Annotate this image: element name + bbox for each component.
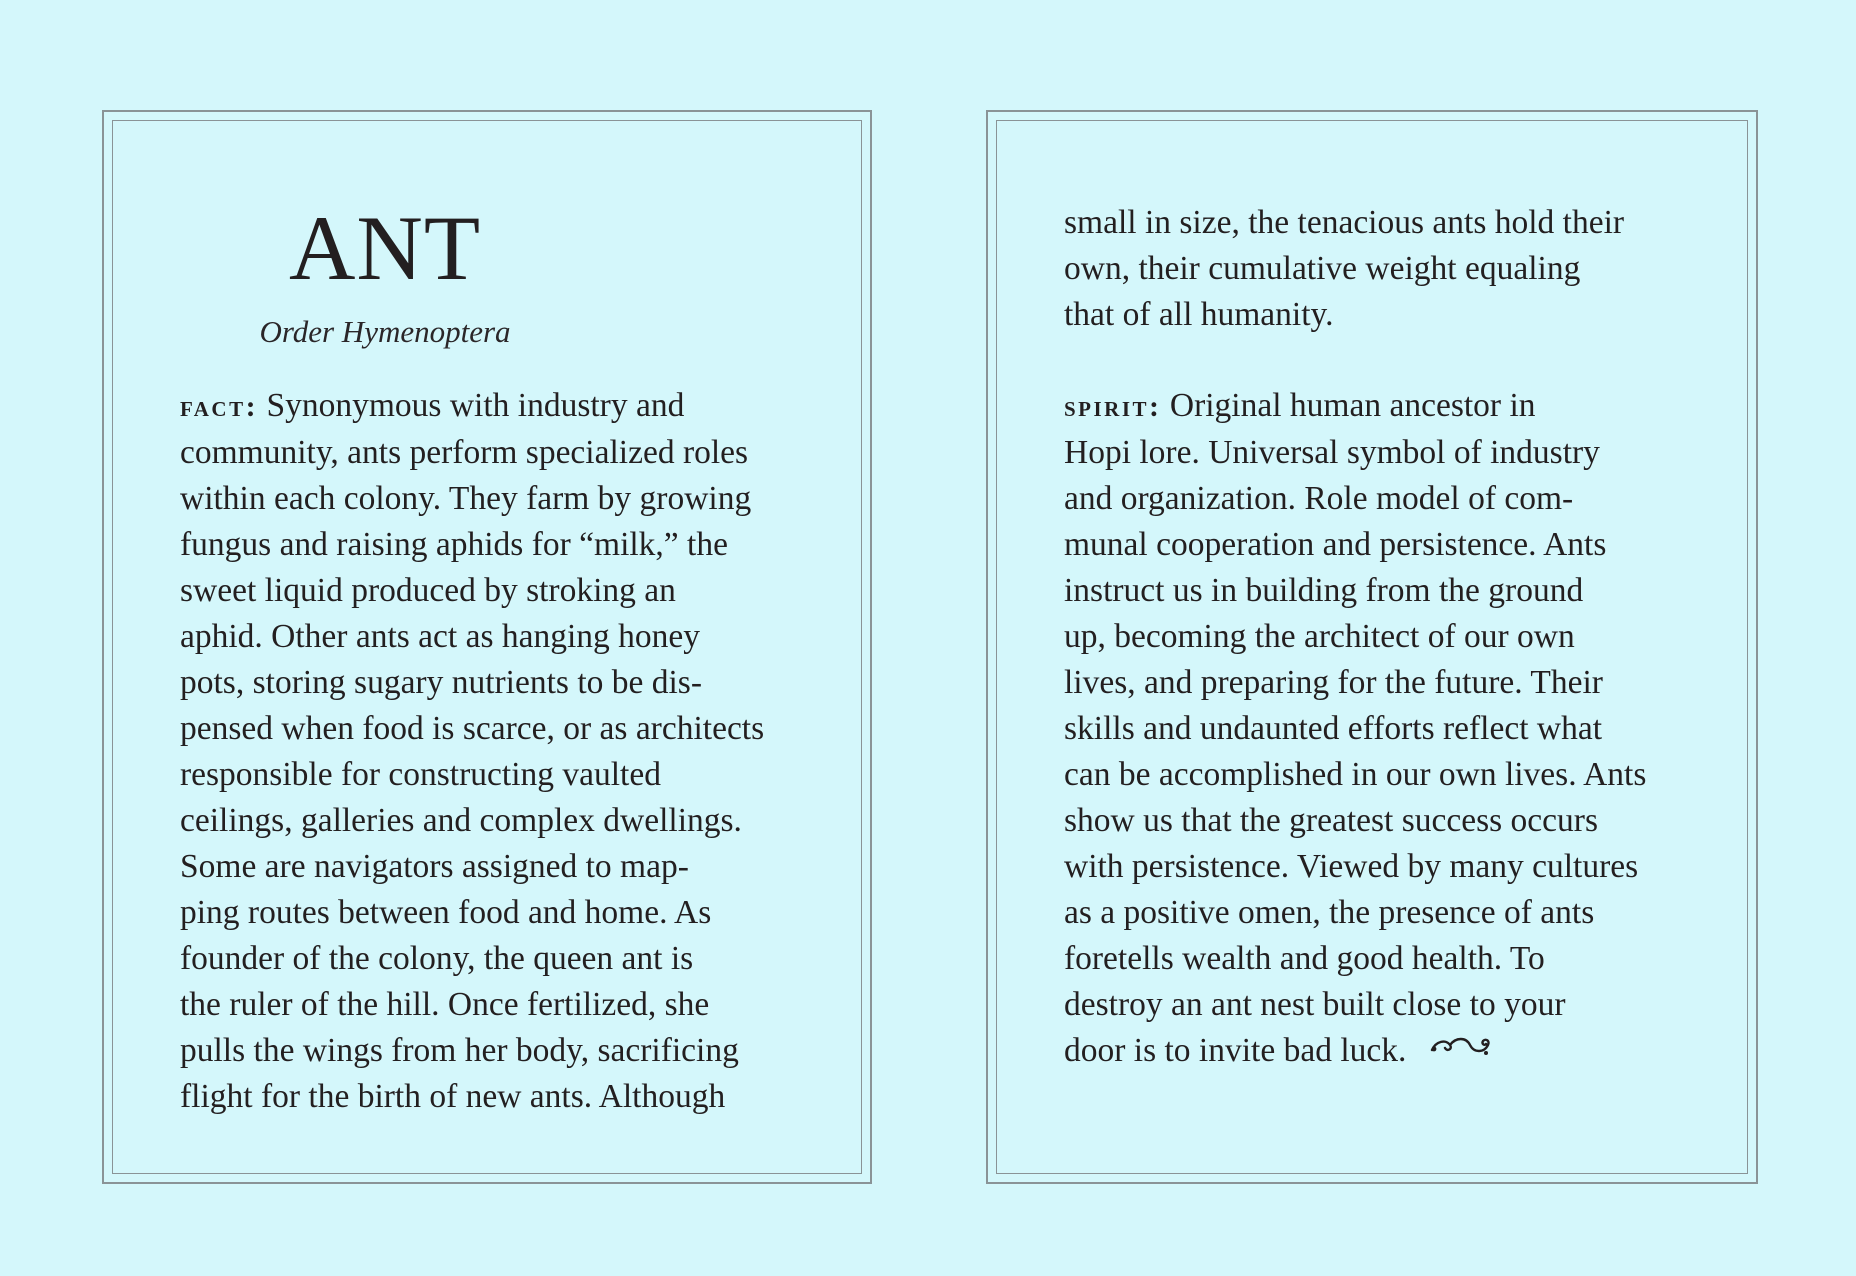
spirit-line: munal cooperation and persistence. Ants [1064,526,1607,563]
spirit-line: foretells wealth and good health. To [1064,940,1545,977]
continued-line: that of all humanity. [1064,296,1334,333]
continued-line: own, their cumulative weight equaling [1064,250,1581,287]
spirit-label: spirit: [1064,390,1162,423]
fact-line: fact: Synonymous with industry and [180,387,685,424]
fact-line: Some are navigators assigned to map- [180,848,689,885]
fact-line: pulls the wings from her body, sacrificing [180,1032,739,1069]
page-title: ANT [288,197,482,299]
page-subtitle: Order Hymenoptera [259,314,511,349]
fact-line: flight for the birth of new ants. Although [180,1078,726,1115]
spirit-line: instruct us in building from the ground [1064,572,1584,609]
spirit-line: with persistence. Viewed by many cultures [1064,848,1639,885]
continued-paragraph [1064,200,1624,338]
spirit-line: door is to invite bad luck. [1064,1028,1646,1076]
fact-line: founder of the colony, the queen ant is [180,940,694,977]
spirit-line: lives, and preparing for the future. Their [1064,664,1603,701]
fact-line: community, ants perform specialized roles [180,434,749,471]
spirit-line: show us that the greatest success occurs [1064,802,1598,839]
fact-line: pensed when food is scarce, or as architects [180,710,765,747]
spirit-line: destroy an ant nest built close to your [1064,986,1566,1023]
fact-line: aphid. Other ants act as hanging honey [180,618,701,655]
fact-label: fact: [180,390,259,423]
spirit-line: spirit: Original human ancestor in [1064,387,1536,424]
spirit-line: and organization. Role model of com- [1064,480,1574,517]
spirit-line: can be accomplished in our own lives. Ants [1064,756,1647,793]
spirit-paragraph [1064,383,1646,1076]
fact-line: ceilings, galleries and complex dwellings. [180,802,742,839]
continued-line: small in size, the tenacious ants hold their [1064,204,1625,241]
scroll-ornament-icon [1428,1026,1494,1072]
spirit-line: skills and undaunted efforts reflect what [1064,710,1603,747]
spirit-line: up, becoming the architect of our own [1064,618,1575,655]
fact-line: pots, storing sugary nutrients to be dis- [180,664,702,701]
fact-line: sweet liquid produced by stroking an [180,572,676,609]
fact-paragraph [180,383,764,1120]
fact-line: the ruler of the hill. Once fertilized, she [180,986,710,1023]
spirit-line: Hopi lore. Universal symbol of industry [1064,434,1600,471]
fact-line: fungus and raising aphids for “milk,” the [180,526,728,563]
fact-line: ping routes between food and home. As [180,894,712,931]
spirit-line: as a positive omen, the presence of ants [1064,894,1595,931]
fact-line: responsible for constructing vaulted [180,756,661,793]
fact-line: within each colony. They farm by growing [180,480,752,517]
